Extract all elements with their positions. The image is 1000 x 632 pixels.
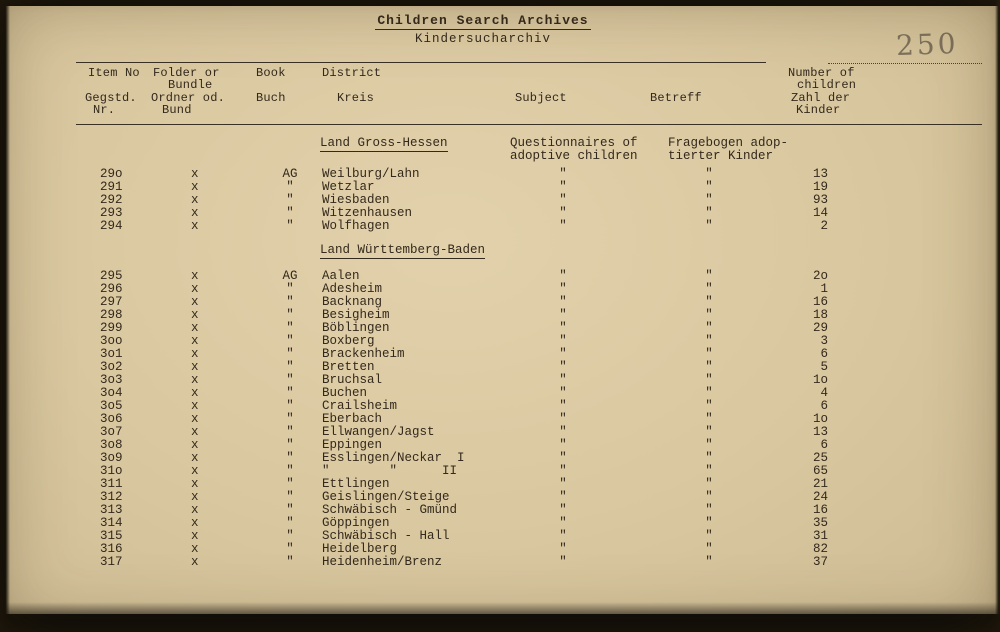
table-row [0,181,1000,194]
table-row [0,335,1000,348]
cell-count: 21 [812,477,828,491]
cell-betreff: " [705,334,713,348]
cell-item-no: 292 [100,193,123,207]
cell-item-no: 297 [100,295,123,309]
cell-folder: x [191,529,199,543]
horizontal-rule-top-dotted [828,63,982,64]
cell-item-no: 3o4 [100,386,123,400]
col-folder-en2: Bundle [168,78,213,92]
cell-district: Boxberg [322,334,375,348]
cell-district: Bruchsal [322,373,383,387]
table-row [0,207,1000,220]
cell-count: 5 [820,360,828,374]
cell-subject: " [559,412,567,426]
cell-district: Witzenhausen [322,206,413,220]
cell-district: Wiesbaden [322,193,390,207]
table-row [0,426,1000,439]
cell-betreff: " [705,373,713,387]
col-folder-de1: Ordner od. [151,91,226,105]
cell-count: 37 [812,555,828,569]
cell-folder: x [191,412,199,426]
cell-book: " [286,180,294,194]
table-row [0,517,1000,530]
col-district-en: District [322,66,382,80]
cell-subject: " [559,477,567,491]
cell-count: 14 [812,206,828,220]
cell-book: " [286,529,294,543]
cell-item-no: 3o1 [100,347,123,361]
cell-subject: " [559,490,567,504]
cell-book: " [286,219,294,233]
cell-folder: x [191,516,199,530]
scan-edge-bottom [0,614,1000,632]
cell-betreff: " [705,386,713,400]
table-row [0,452,1000,465]
col-item-no-de: Gegstd. [85,91,137,105]
page-number-stamp: 250 [895,26,960,63]
cell-book: " [286,282,294,296]
cell-book: " [286,438,294,452]
cell-item-no: 3o6 [100,412,123,426]
cell-district: Göppingen [322,516,390,530]
table-row [0,478,1000,491]
cell-count: 1 [820,282,828,296]
table-row [0,220,1000,233]
cell-folder: x [191,373,199,387]
cell-betreff: " [705,542,713,556]
cell-folder: x [191,490,199,504]
col-subject: Subject [515,91,567,105]
cell-book: " [286,516,294,530]
cell-book: " [286,490,294,504]
table-row [0,543,1000,556]
cell-item-no: 31o [100,464,123,478]
cell-folder: x [191,295,199,309]
table-row [0,270,1000,283]
cell-item-no: 3o8 [100,438,123,452]
cell-item-no: 298 [100,308,123,322]
cell-folder: x [191,334,199,348]
cell-subject: " [559,219,567,233]
cell-subject: " [559,516,567,530]
cell-book: " [286,193,294,207]
betreff-note-line1: Fragebogen adop- [668,136,789,150]
cell-subject: " [559,282,567,296]
cell-item-no: 3oo [100,334,123,348]
cell-district: Buchen [322,386,368,400]
cell-subject: " [559,451,567,465]
table-row [0,309,1000,322]
cell-folder: x [191,503,199,517]
table-row [0,348,1000,361]
scan-edge-left [0,0,10,632]
cell-count: 29 [812,321,828,335]
table-row [0,194,1000,207]
scan-edge-bottom-fade [0,602,1000,614]
cell-item-no: 3o3 [100,373,123,387]
cell-count: 13 [812,425,828,439]
cell-folder: x [191,477,199,491]
cell-item-no: 315 [100,529,123,543]
col-district-de: Kreis [337,91,375,105]
col-number-en2: children [797,78,857,92]
cell-item-no: 314 [100,516,123,530]
cell-district: Eberbach [322,412,383,426]
cell-count: 65 [812,464,828,478]
cell-folder: x [191,555,199,569]
cell-subject: " [559,386,567,400]
cell-count: 82 [812,542,828,556]
cell-district: Adesheim [322,282,383,296]
cell-item-no: 3o2 [100,360,123,374]
cell-item-no: 311 [100,477,123,491]
page-title [0,13,966,30]
cell-folder: x [191,206,199,220]
cell-betreff: " [705,529,713,543]
table-row [0,400,1000,413]
cell-betreff: " [705,295,713,309]
cell-folder: x [191,308,199,322]
table-row [0,439,1000,452]
cell-folder: x [191,347,199,361]
cell-betreff: " [705,438,713,452]
cell-folder: x [191,193,199,207]
cell-count: 16 [812,295,828,309]
cell-book: " [286,451,294,465]
table-row [0,374,1000,387]
table-row [0,530,1000,543]
cell-count: 18 [812,308,828,322]
cell-folder: x [191,399,199,413]
col-number-de2: Kinder [796,103,841,117]
cell-item-no: 3o7 [100,425,123,439]
cell-betreff: " [705,282,713,296]
cell-betreff: " [705,219,713,233]
cell-betreff: " [705,399,713,413]
col-folder-de2: Bund [162,103,192,117]
cell-item-no: 293 [100,206,123,220]
col-number-en1: Number of [788,66,855,80]
table-row [0,322,1000,335]
cell-subject: " [559,180,567,194]
cell-book: " [286,477,294,491]
cell-betreff: " [705,464,713,478]
betreff-note-line2: tierter Kinder [668,149,774,163]
cell-count: 13 [812,167,828,181]
table-row [0,296,1000,309]
cell-subject: " [559,425,567,439]
cell-count: 6 [820,347,828,361]
cell-subject: " [559,321,567,335]
col-betreff: Betreff [650,91,702,105]
cell-folder: x [191,219,199,233]
cell-book: AG [282,269,298,283]
cell-district: Heidenheim/Brenz [322,555,443,569]
cell-book: " [286,347,294,361]
page-title-text: Children Search Archives [377,13,589,28]
cell-subject: " [559,555,567,569]
cell-book: " [286,412,294,426]
cell-betreff: " [705,193,713,207]
table-body [0,130,1000,569]
page-subtitle: Kindersucharchiv [414,32,552,46]
cell-subject: " [559,193,567,207]
cell-district: Bretten [322,360,375,374]
cell-betreff: " [705,477,713,491]
cell-betreff: " [705,167,713,181]
col-book-en: Book [256,66,286,80]
cell-book: " [286,464,294,478]
cell-item-no: 316 [100,542,123,556]
cell-book: " [286,295,294,309]
table-row [0,556,1000,569]
cell-item-no: 29o [100,167,123,181]
table-row [0,387,1000,400]
table-row [0,361,1000,374]
cell-folder: x [191,542,199,556]
cell-district: Backnang [322,295,383,309]
cell-item-no: 299 [100,321,123,335]
cell-folder: x [191,180,199,194]
cell-folder: x [191,321,199,335]
cell-betreff: " [705,516,713,530]
cell-district: Schwäbisch - Hall [322,529,450,543]
cell-district: " " II [322,464,458,478]
cell-item-no: 312 [100,490,123,504]
cell-betreff: " [705,206,713,220]
cell-subject: " [559,167,567,181]
cell-betreff: " [705,321,713,335]
cell-count: 16 [812,503,828,517]
scan-edge-right [995,0,1000,632]
cell-district: Ettlingen [322,477,390,491]
cell-betreff: " [705,180,713,194]
table-row [0,491,1000,504]
cell-book: AG [282,167,298,181]
cell-subject: " [559,542,567,556]
cell-count: 4 [820,386,828,400]
cell-district: Böblingen [322,321,390,335]
subject-note-line2: adoptive children [510,149,638,163]
section-heading: Land Württemberg-Baden [320,243,486,257]
cell-district: Ellwangen/Jagst [322,425,435,439]
cell-count: 31 [812,529,828,543]
cell-item-no: 313 [100,503,123,517]
horizontal-rule-top [76,62,766,63]
cell-district: Heidelberg [322,542,398,556]
cell-count: 1o [812,373,828,387]
cell-book: " [286,503,294,517]
cell-book: " [286,334,294,348]
cell-subject: " [559,360,567,374]
cell-betreff: " [705,425,713,439]
cell-betreff: " [705,490,713,504]
table-row [0,413,1000,426]
cell-betreff: " [705,503,713,517]
cell-folder: x [191,464,199,478]
cell-count: 6 [820,438,828,452]
cell-count: 19 [812,180,828,194]
cell-book: " [286,206,294,220]
cell-subject: " [559,308,567,322]
cell-count: 35 [812,516,828,530]
cell-subject: " [559,295,567,309]
horizontal-rule-mid [76,124,982,125]
cell-item-no: 295 [100,269,123,283]
cell-folder: x [191,282,199,296]
cell-district: Eppingen [322,438,383,452]
cell-betreff: " [705,347,713,361]
cell-subject: " [559,206,567,220]
col-number-de1: Zahl der [791,91,851,105]
subject-note-line1: Questionnaires of [510,136,638,150]
cell-folder: x [191,360,199,374]
cell-book: " [286,360,294,374]
cell-book: " [286,308,294,322]
cell-item-no: 296 [100,282,123,296]
col-folder-en1: Folder or [153,66,220,80]
cell-subject: " [559,269,567,283]
section-heading: Land Gross-Hessen [320,136,448,150]
cell-count: 2 [820,219,828,233]
scan-edge-top [0,0,1000,6]
cell-betreff: " [705,451,713,465]
cell-district: Aalen [322,269,360,283]
cell-district: Schwäbisch - Gmünd [322,503,458,517]
cell-book: " [286,321,294,335]
col-item-no-de2: Nr. [93,103,116,117]
cell-folder: x [191,167,199,181]
section-header [0,136,1000,168]
cell-count: 93 [812,193,828,207]
table-row [0,168,1000,181]
cell-district: Esslingen/Neckar I [322,451,465,465]
cell-book: " [286,425,294,439]
cell-district: Wetzlar [322,180,375,194]
cell-subject: " [559,503,567,517]
cell-betreff: " [705,555,713,569]
cell-count: 24 [812,490,828,504]
cell-folder: x [191,451,199,465]
cell-book: " [286,373,294,387]
cell-betreff: " [705,360,713,374]
cell-district: Weilburg/Lahn [322,167,420,181]
cell-book: " [286,399,294,413]
cell-district: Besigheim [322,308,390,322]
cell-count: 25 [812,451,828,465]
cell-count: 3 [820,334,828,348]
cell-item-no: 291 [100,180,123,194]
col-item-no-en: Item No [88,66,140,80]
cell-betreff: " [705,308,713,322]
cell-district: Geislingen/Steige [322,490,450,504]
cell-item-no: 3o9 [100,451,123,465]
cell-subject: " [559,347,567,361]
cell-subject: " [559,399,567,413]
cell-betreff: " [705,269,713,283]
col-book-de: Buch [256,91,286,105]
cell-district: Brackenheim [322,347,405,361]
table-row [0,504,1000,517]
cell-folder: x [191,438,199,452]
cell-item-no: 294 [100,219,123,233]
cell-item-no: 317 [100,555,123,569]
cell-district: Crailsheim [322,399,398,413]
cell-subject: " [559,438,567,452]
cell-subject: " [559,529,567,543]
cell-book: " [286,542,294,556]
cell-count: 2o [812,269,828,283]
section-header [0,243,1000,270]
cell-betreff: " [705,412,713,426]
table-row [0,283,1000,296]
cell-count: 6 [820,399,828,413]
cell-folder: x [191,269,199,283]
cell-folder: x [191,425,199,439]
cell-book: " [286,555,294,569]
cell-item-no: 3o5 [100,399,123,413]
cell-folder: x [191,386,199,400]
cell-subject: " [559,464,567,478]
cell-book: " [286,386,294,400]
table-row [0,465,1000,478]
cell-subject: " [559,373,567,387]
cell-district: Wolfhagen [322,219,390,233]
cell-subject: " [559,334,567,348]
cell-count: 1o [812,412,828,426]
